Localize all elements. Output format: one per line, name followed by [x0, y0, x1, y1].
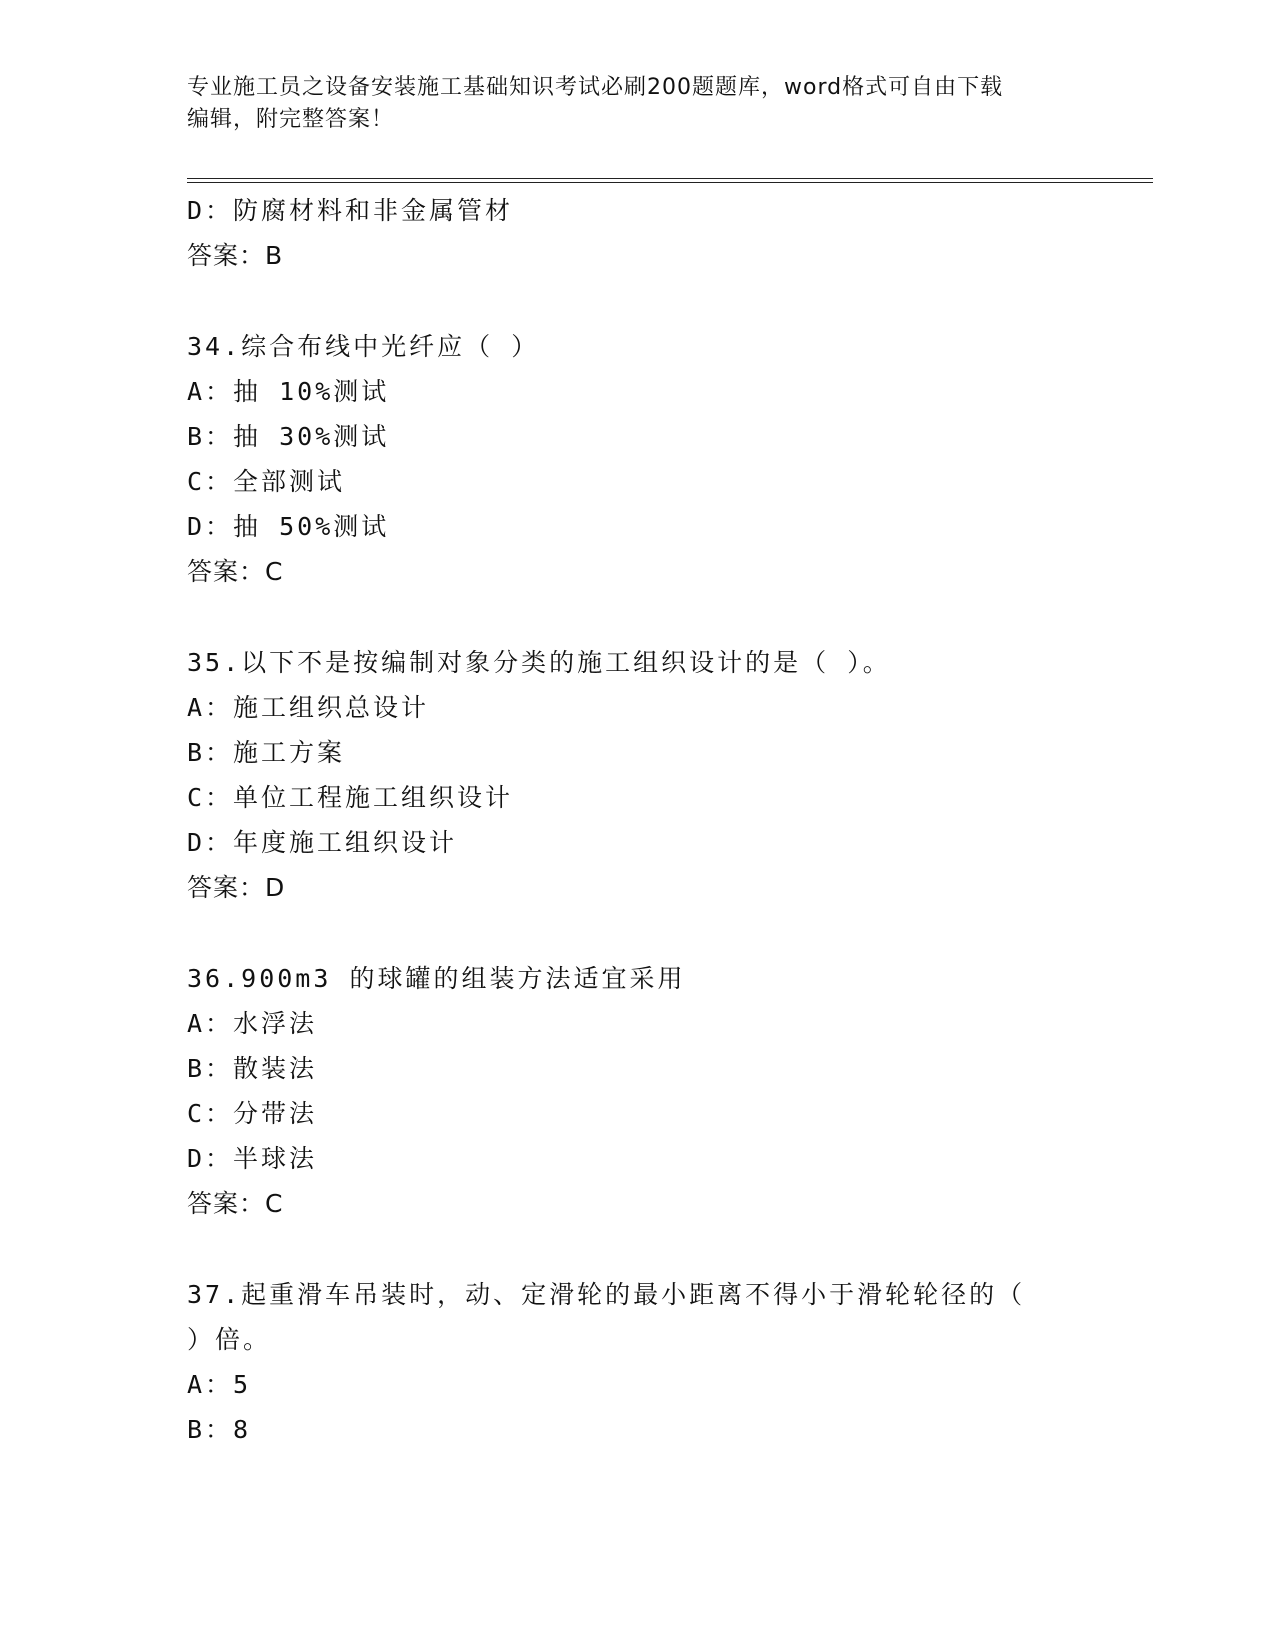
header-title-line-2: 编辑，附完整答案！: [187, 107, 395, 132]
spacer: [187, 278, 1147, 324]
answer-line: 答案：C: [187, 557, 284, 586]
option-d: D：半球法: [187, 1144, 318, 1173]
option-a: A：5: [187, 1370, 252, 1399]
header-divider: [187, 178, 1153, 183]
question-37: [187, 1272, 1147, 1452]
option-b: B：抽 30%测试: [187, 422, 390, 451]
option-a: A：施工组织总设计: [187, 693, 430, 722]
option-a: A：抽 10%测试: [187, 377, 390, 406]
option-d: D：防腐材料和非金属管材: [187, 196, 514, 225]
question-36: [187, 956, 1147, 1226]
option-c: C：分带法: [187, 1099, 318, 1128]
answer-line: 答案：B: [187, 241, 284, 270]
question-stem-continued: ）倍。: [187, 1325, 272, 1354]
question-stem: 36.900m3 的球罐的组装方法适宜采用: [187, 964, 686, 993]
option-b: B：8: [187, 1415, 252, 1444]
document-body: [187, 188, 1147, 1452]
option-c: C：单位工程施工组织设计: [187, 783, 514, 812]
option-a: A：水浮法: [187, 1009, 318, 1038]
page-header: [187, 72, 1067, 136]
question-stem: 35.以下不是按编制对象分类的施工组织设计的是（ ）。: [187, 648, 891, 677]
spacer: [187, 910, 1147, 956]
option-d: D：年度施工组织设计: [187, 828, 458, 857]
question-34: [187, 324, 1147, 594]
option-c: C：全部测试: [187, 467, 346, 496]
header-title-line-1: 专业施工员之设备安装施工基础知识考试必刷200题题库，word格式可自由下载: [187, 75, 1004, 100]
option-b: B：施工方案: [187, 738, 346, 767]
answer-line: 答案：C: [187, 1189, 284, 1218]
spacer: [187, 594, 1147, 640]
question-stem: 34.综合布线中光纤应（ ）: [187, 332, 540, 361]
spacer: [187, 1226, 1147, 1272]
answer-line: 答案：D: [187, 873, 286, 902]
question-35: [187, 640, 1147, 910]
option-b: B：散装法: [187, 1054, 318, 1083]
question-33-fragment: [187, 188, 1147, 278]
option-d: D：抽 50%测试: [187, 512, 390, 541]
question-stem: 37.起重滑车吊装时，动、定滑轮的最小距离不得小于滑轮轮径的（: [187, 1280, 1026, 1309]
